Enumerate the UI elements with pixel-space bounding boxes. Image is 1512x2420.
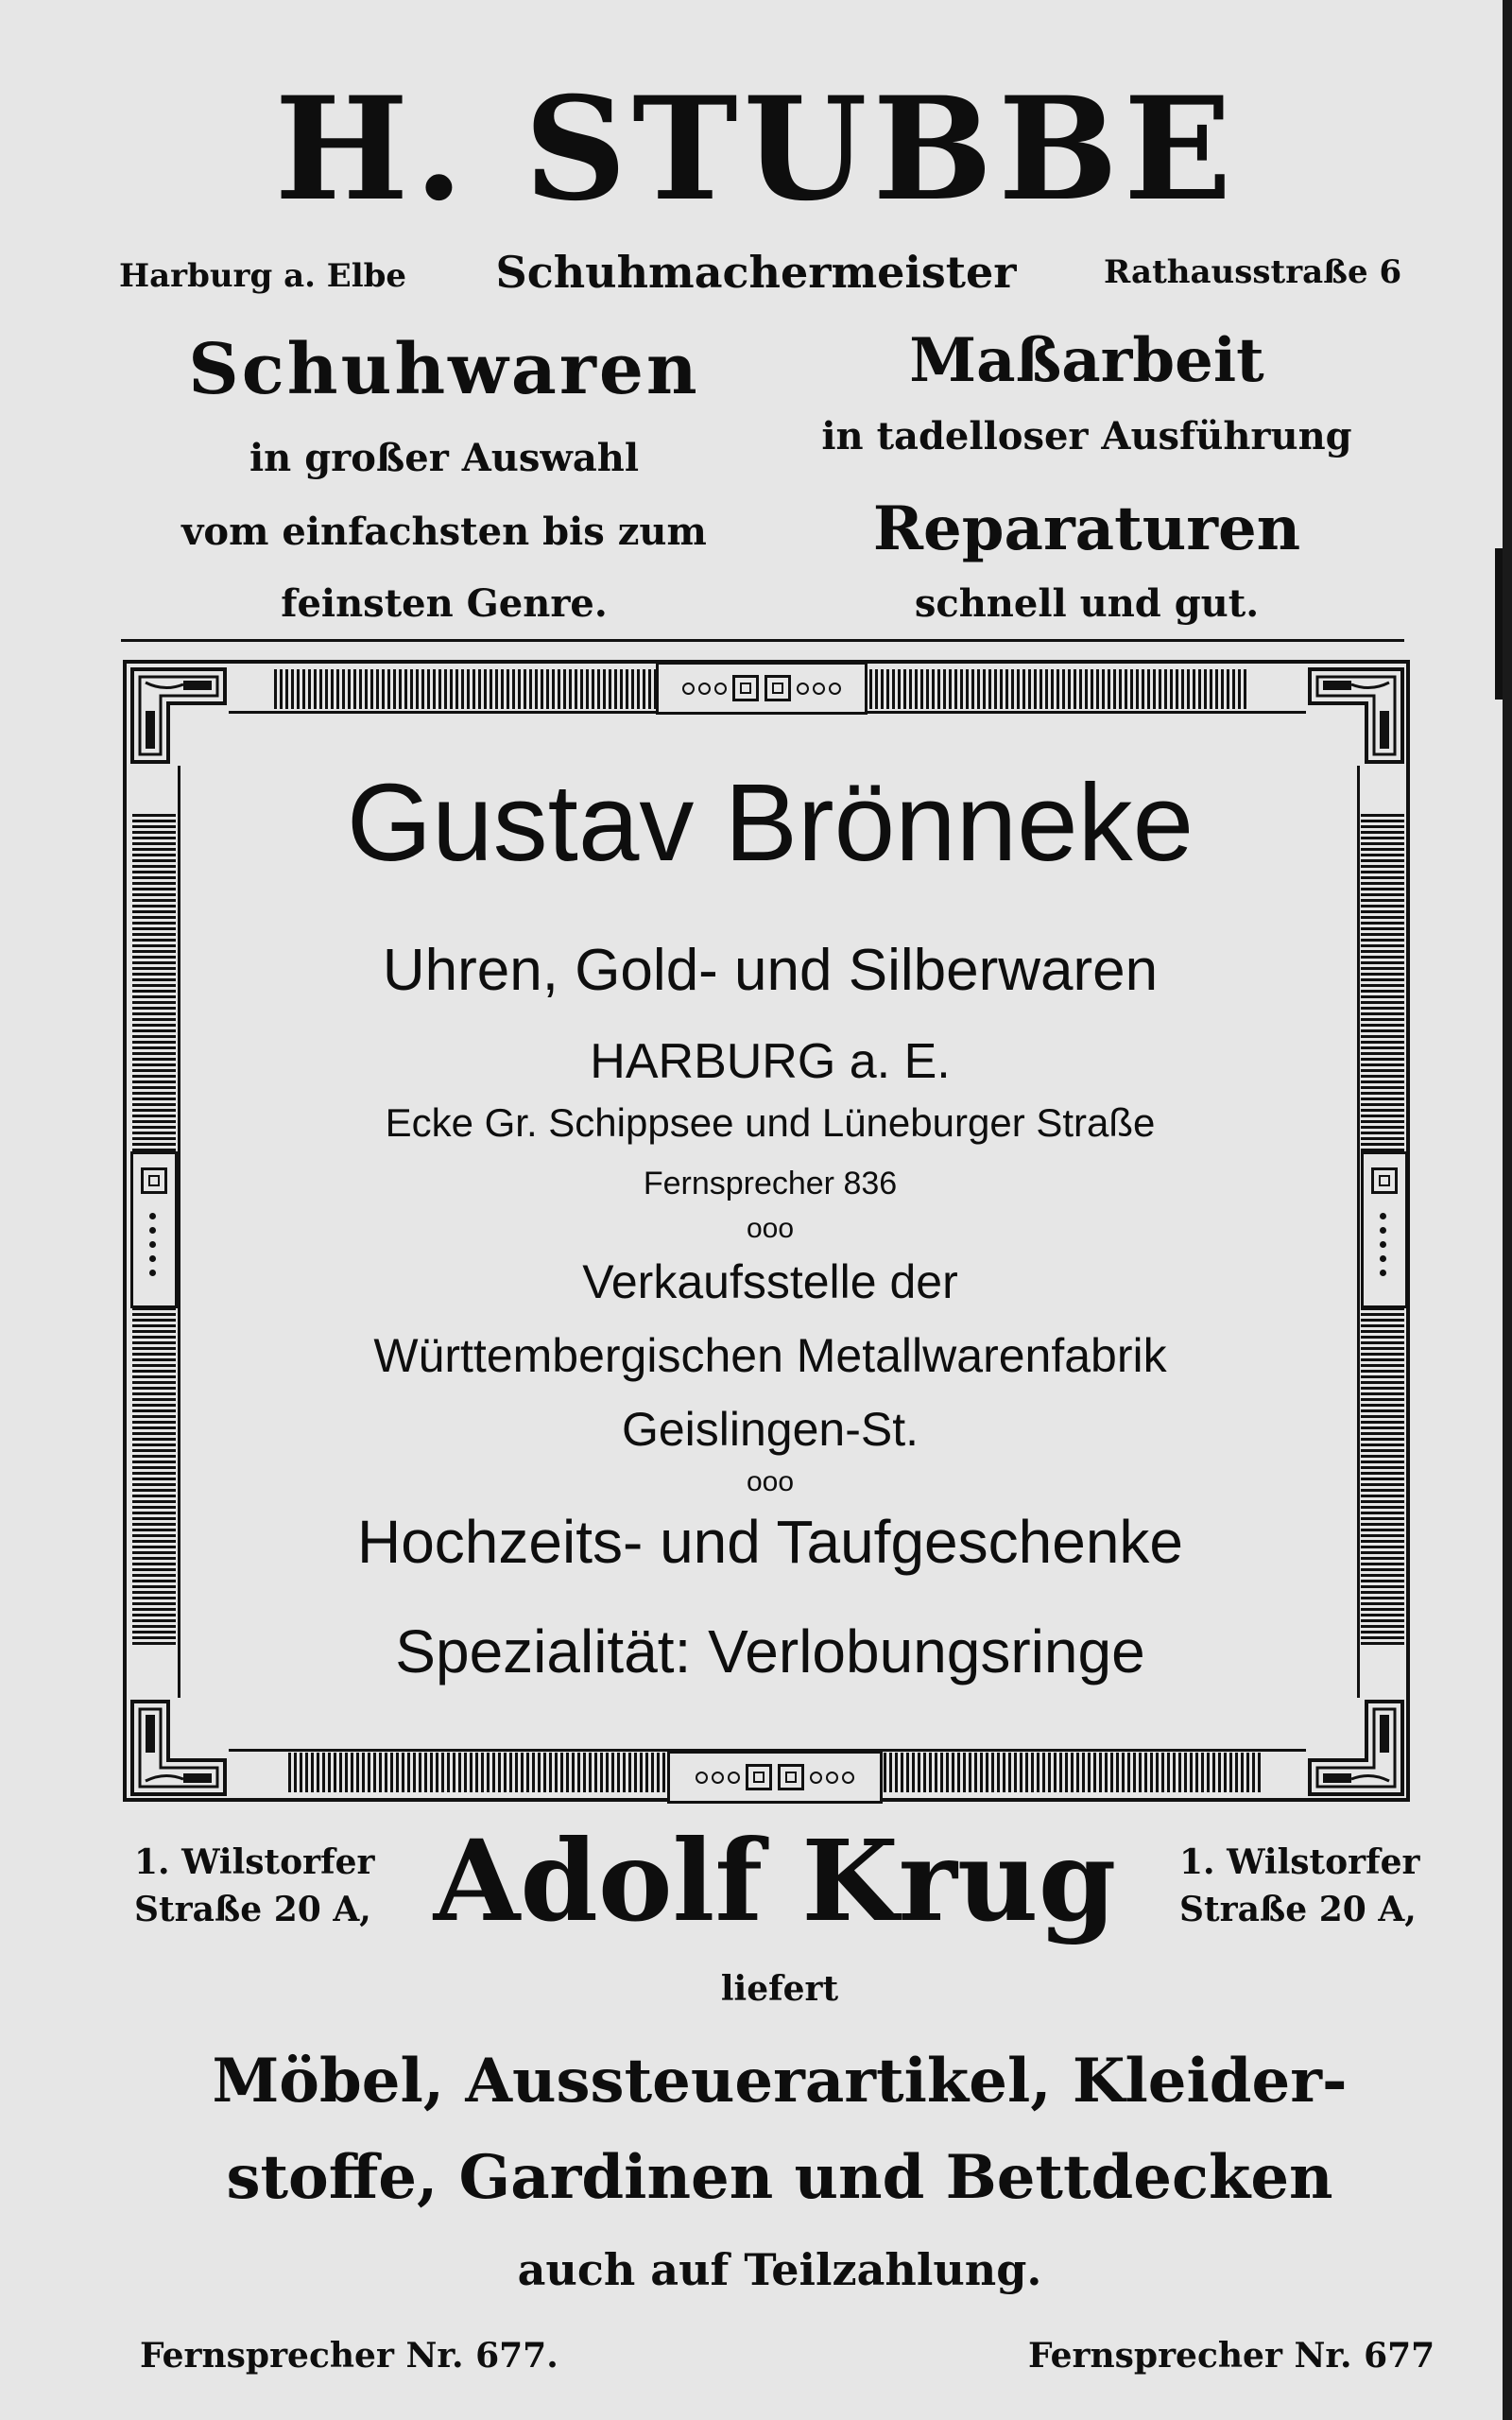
broenneke-sales-line2: Württembergischen Metallwarenfabrik: [373, 1329, 1167, 1382]
stubbe-name: H. STUBBE: [274, 66, 1238, 233]
stubbe-shoes-line1: in großer Auswahl: [249, 436, 640, 480]
broenneke-sales-line3: Geislingen-St.: [621, 1403, 919, 1456]
krug-address-left-line2: Straße 20 A,: [134, 1890, 371, 1929]
broenneke-phone: Fernsprecher 836: [643, 1166, 898, 1201]
ornament-left: [130, 1151, 178, 1308]
broenneke-address: Ecke Gr. Schippsee und Lüneburger Straße: [385, 1100, 1156, 1145]
krug-supplies: liefert: [720, 1969, 839, 2009]
broenneke-separator-2: ooo: [746, 1466, 795, 1497]
broenneke-name: Gustav Brönneke: [346, 761, 1194, 884]
ornament-right: [1361, 1151, 1408, 1308]
corner-ornament-bottom-right: [1304, 1696, 1408, 1800]
krug-name: Adolf Krug: [433, 1815, 1117, 1946]
stubbe-shoes-line2: vom einfachsten bis zum: [181, 510, 707, 554]
stubbe-shoes-line3: feinsten Genre.: [281, 581, 608, 626]
krug-phone-right: Fernsprecher Nr. 677: [1028, 2336, 1435, 2376]
stubbe-repairs-line: schnell und gut.: [914, 581, 1260, 626]
broenneke-specialty: Spezialität: Verlobungsringe: [395, 1617, 1145, 1685]
scan-edge-mark: [1495, 548, 1503, 700]
krug-address-right-line2: Straße 20 A,: [1179, 1890, 1417, 1929]
broenneke-goods: Uhren, Gold- und Silberwaren: [382, 938, 1159, 1003]
corner-ornament-bottom-left: [127, 1696, 231, 1800]
krug-goods-line2: stoffe, Gardinen und Bettdecken: [226, 2142, 1333, 2213]
broenneke-sales-line1: Verkaufsstelle der: [582, 1255, 958, 1308]
stubbe-profession: Schuhmachermeister: [495, 247, 1017, 298]
broenneke-city: HARBURG a. E.: [590, 1034, 951, 1089]
divider-rule: [121, 639, 1404, 642]
broenneke-separator-1: ooo: [746, 1213, 795, 1244]
krug-installments: auch auf Teilzahlung.: [517, 2244, 1042, 2295]
stubbe-address: Rathausstraße 6: [1104, 253, 1402, 291]
stubbe-city: Harburg a. Elbe: [119, 257, 407, 295]
krug-goods-line1: Möbel, Aussteuerartikel, Kleider-: [212, 2046, 1348, 2117]
ornament-bottom: [667, 1751, 883, 1804]
stubbe-repairs-heading: Reparaturen: [872, 493, 1301, 564]
stubbe-custom-heading: Maßarbeit: [909, 325, 1264, 396]
corner-ornament-top-left: [127, 664, 231, 768]
stubbe-custom-line: in tadelloser Ausführung: [821, 414, 1352, 458]
krug-address-left-line1: 1. Wilstorfer: [134, 1842, 375, 1882]
broenneke-gifts: Hochzeits- und Taufgeschenke: [356, 1508, 1184, 1576]
krug-phone-left: Fernsprecher Nr. 677.: [140, 2336, 558, 2376]
scan-edge: [1503, 0, 1512, 2420]
corner-ornament-top-right: [1304, 664, 1408, 768]
ornament-top: [656, 662, 868, 715]
stubbe-shoes-heading: Schuhwaren: [188, 329, 700, 410]
krug-address-right-line1: 1. Wilstorfer: [1179, 1842, 1420, 1882]
